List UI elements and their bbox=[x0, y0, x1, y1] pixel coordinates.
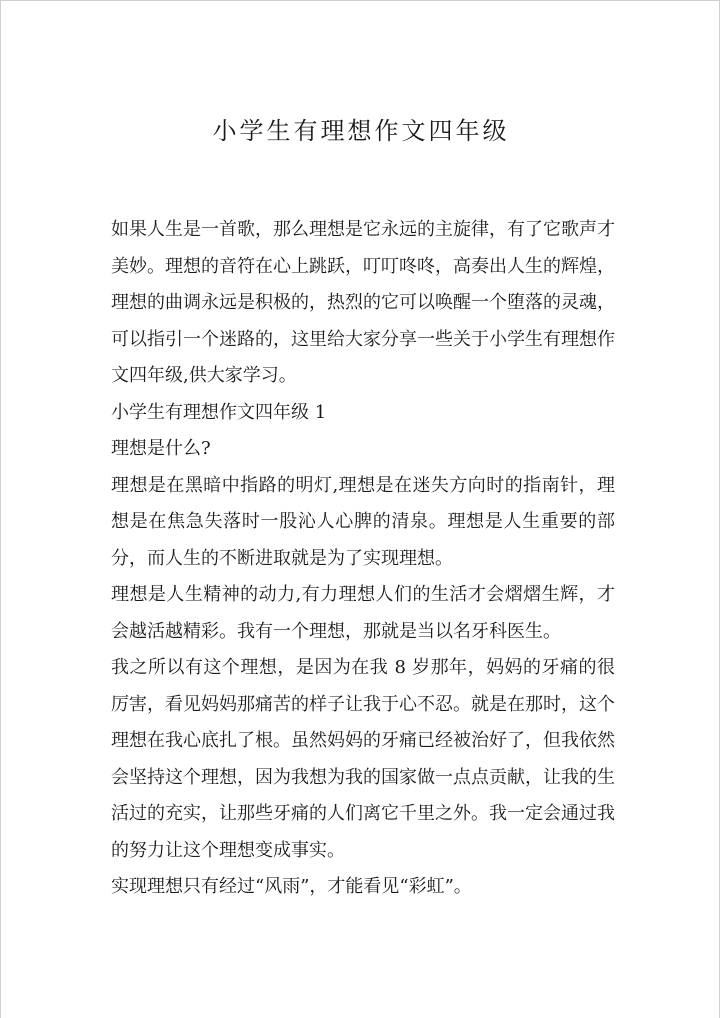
paragraph: 理想是人生精神的动力,有力理想人们的生活才会熠熠生辉，才会越活越精彩。我有一个理想，那就是当以名牙科医生。 bbox=[111, 584, 615, 642]
paragraph: 我之所以有这个理想，是因为在我 8 岁那年，妈妈的牙痛的很厉害，看见妈妈那痛苦的样子让我于心不忍。就是在那时，这个理想在我心底扎了根。虽然妈妈的牙痛已经被治好了，但我依然会坚持这个理想，因为我想为我的国家做一点点贡献，让我的生活过的充实，让那些牙痛的人们离它千里之外。我一定会通过我的努力让这个理想变成事实。 bbox=[111, 657, 615, 861]
paragraph: 实现理想只有经过“风雨”，才能看见“彩虹”。 bbox=[111, 876, 472, 897]
paragraph: 理想是在黑暗中指路的明灯,理想是在迷失方向时的指南针，理想是在焦急失落时一股沁人心脾的清泉。理想是人生重要的部分，而人生的不断进取就是为了实现理想。 bbox=[111, 474, 615, 569]
paragraph-intro: 如果人生是一首歌，那么理想是它永远的主旋律，有了它歌声才美妙。理想的音符在心上跳跃，叮叮咚咚，高奏出人生的辉煌，理想的曲调永远是积极的，热烈的它可以唤醒一个堕落的灵魂，可以指引一个迷路的，这里给大家分享一些关于小学生有理想作文四年级,供大家学习。 bbox=[111, 219, 615, 386]
document-body bbox=[111, 212, 615, 906]
document-title: 小学生有理想作文四年级 bbox=[212, 117, 510, 145]
paragraph-question: 理想是什么? bbox=[111, 438, 211, 459]
section-heading: 小学生有理想作文四年级 1 bbox=[111, 401, 327, 423]
